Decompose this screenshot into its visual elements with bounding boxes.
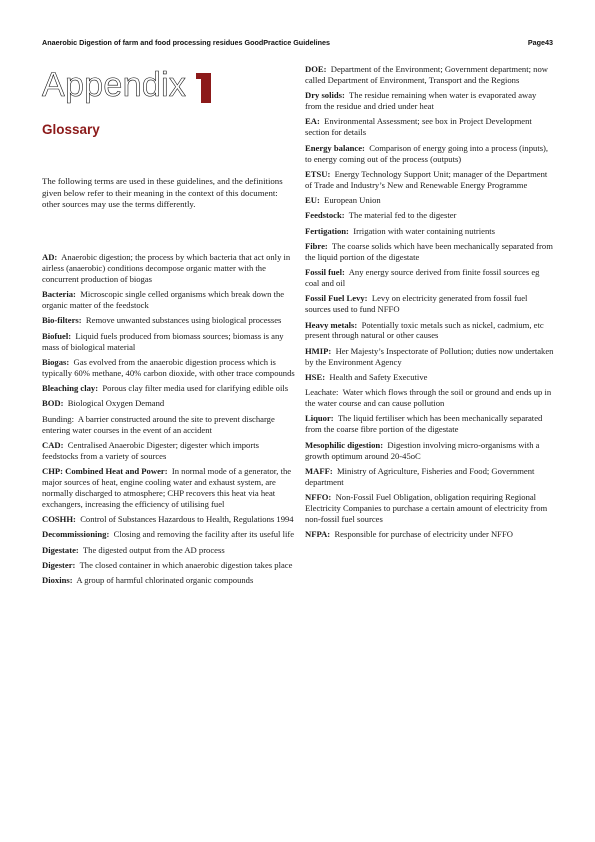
glossary-term: Dry solids:	[305, 90, 345, 101]
glossary-entry	[305, 293, 555, 315]
glossary-definition: Irrigation with water containing nutrients	[353, 225, 495, 236]
glossary-term: Bacteria:	[42, 289, 76, 300]
glossary-term: Decommissioning:	[42, 529, 110, 540]
glossary-entry	[42, 289, 296, 311]
appendix-heading	[42, 66, 292, 110]
glossary-entry	[305, 241, 555, 263]
glossary-definition: Any energy source derived from finite fossil sources eg coal and oil	[305, 267, 540, 289]
glossary-definition: Porous clay filter media used for clarifying edible oils	[102, 383, 289, 394]
glossary-definition: Levy on electricity generated from fossil fuel sources used to fund NFFO	[305, 293, 528, 315]
glossary-term: Fossil Fuel Levy:	[305, 293, 368, 304]
glossary-definition: Closing and removing the facility after its useful life	[113, 529, 295, 540]
glossary-term: Energy balance:	[305, 142, 365, 153]
glossary-entry	[305, 387, 555, 409]
glossary-term: Heavy metals:	[305, 319, 358, 330]
glossary-term: Bio-filters:	[42, 315, 82, 326]
glossary-entry	[42, 529, 296, 540]
glossary-entry	[42, 514, 296, 525]
glossary-entry	[305, 195, 555, 206]
glossary-definition: Ministry of Agriculture, Fisheries and Food; Government department	[305, 465, 535, 487]
glossary-term: Fossil fuel:	[305, 267, 345, 278]
glossary-definition: A group of harmful chlorinated organic compounds	[76, 575, 254, 586]
glossary-definition: Environmental Assessment; see box in Project Development section for details	[305, 116, 532, 138]
glossary-entry	[305, 64, 555, 86]
glossary-entry	[305, 372, 555, 383]
glossary-term: Liquor:	[305, 413, 334, 424]
glossary-entry	[305, 529, 555, 540]
glossary-term: BOD:	[42, 398, 64, 409]
glossary-entry	[42, 331, 296, 353]
glossary-definition: Potentially toxic metals such as nickel, cadmium, etc present through natural or other causes	[305, 319, 544, 341]
glossary-term: NFPA:	[305, 529, 331, 540]
glossary-definition: Comparison of energy going into a process (inputs), to energy coming out of the process (outputs)	[305, 142, 549, 164]
glossary-definition: In normal mode of a generator, the major sources of heat, engine cooling water and exhaust system, are normally discharged to atmosphere; CHP recovers this heat via heat exchangers, increasing the efficiency of utilising fuel	[42, 466, 292, 509]
glossary-term: Biogas:	[42, 356, 70, 367]
glossary-term: AD:	[42, 252, 58, 262]
glossary-definition: European Union	[324, 195, 381, 206]
glossary-entry	[42, 575, 296, 586]
glossary-entry	[42, 357, 296, 379]
glossary-definition: The closed container in which anaerobic digestion takes place	[79, 559, 293, 570]
glossary-term: Bunding:	[42, 413, 74, 424]
glossary-term: DOE:	[305, 64, 327, 74]
glossary-definition: The digested output from the AD process	[82, 544, 225, 555]
glossary-definition: Responsible for purchase of electricity under NFFO	[334, 529, 513, 540]
glossary-entry	[42, 252, 296, 285]
glossary-term: NFFO:	[305, 492, 332, 503]
glossary-definition: Liquid fuels produced from biomass sources; biomass is any mass of biological material	[42, 330, 284, 352]
glossary-entry	[42, 560, 296, 571]
glossary-term: Digester:	[42, 559, 76, 570]
glossary-term: HMIP:	[305, 345, 332, 356]
glossary-term: Biofuel:	[42, 330, 72, 341]
intro-paragraph: The following terms are used in these guidelines, and the definitions given below refer to their meaning in the context of this document: other sources may use the terms differently.	[42, 176, 283, 209]
glossary-term: MAFF:	[305, 465, 333, 476]
glossary-term: Fertigation:	[305, 225, 349, 236]
glossary-entry	[305, 267, 555, 289]
glossary-entry	[42, 398, 296, 409]
glossary-definition: Remove unwanted substances using biological processes	[85, 315, 282, 326]
glossary-term: Digestate:	[42, 544, 79, 555]
page-header	[42, 38, 553, 50]
glossary-entry	[42, 383, 296, 394]
glossary-definition: The residue remaining when water is evaporated away from the residue and dried under heat	[305, 90, 537, 112]
glossary-term: EA:	[305, 116, 320, 127]
glossary-definition: Biological Oxygen Demand	[67, 398, 165, 409]
glossary-definition: Her Majesty’s Inspectorate of Pollution; duties now undertaken by the Environment Agency	[305, 345, 554, 367]
glossary-definition: Microscopic single celled organisms which break down the organic matter of the feedstock	[42, 289, 285, 311]
page-number: Page43	[527, 38, 553, 47]
glossary-entry	[305, 320, 555, 342]
glossary-entry	[305, 413, 555, 435]
glossary-entry	[305, 90, 555, 112]
glossary-term: COSHH:	[42, 514, 76, 525]
glossary-definition: Non-Fossil Fuel Obligation, obligation requiring Regional Electricity Companies to purchase a certain amount of electricity from non-fossil fuel sources	[305, 492, 548, 524]
glossary-term: Dioxins:	[42, 575, 73, 586]
glossary-entry	[305, 346, 555, 368]
glossary-definition: Department of the Environment; Government department; now called Department of Environment, Transport and the Regions	[305, 64, 548, 85]
glossary-term: HSE:	[305, 371, 326, 382]
glossary-term: Bleaching clay:	[42, 383, 99, 394]
glossary-definition: The liquid fertiliser which has been mechanically separated from the coarse fibre portion of the digestate	[305, 413, 543, 435]
glossary-definition: Anaerobic digestion; the process by which bacteria that act only in airless (anaerobic) conditions decompose organic matter with the concurrent production of biogas	[42, 252, 291, 284]
glossary-term: CAD:	[42, 439, 64, 450]
glossary-entry	[305, 466, 555, 488]
glossary-definition: Gas evolved from the anaerobic digestion process which is typically 60% methane, 40% carbon dioxide, with other trace compounds	[42, 356, 295, 378]
glossary-term: Fibre:	[305, 240, 328, 251]
glossary-definition: Health and Safety Executive	[329, 371, 428, 382]
glossary-entry	[42, 414, 296, 436]
glossary-definition: Digestion involving micro-organisms with a growth optimum around 20-45oC	[305, 439, 540, 461]
glossary-column-right	[305, 64, 555, 544]
glossary-definition: Control of Substances Hazardous to Health, Regulations 1994	[80, 514, 294, 525]
glossary-definition: The material fed to the digester	[348, 210, 457, 221]
glossary-entry	[42, 440, 296, 462]
glossary-entry	[42, 545, 296, 556]
glossary-definition: Water which flows through the soil or ground and ends up in the water course and can cause pollution	[305, 387, 552, 409]
glossary-definition: A barrier constructed around the site to prevent discharge entering water courses in the event of an accident	[42, 413, 275, 435]
glossary-entry	[305, 210, 555, 221]
document-title: Anaerobic Digestion of farm and food processing residues GoodPractice Guidelines	[42, 38, 330, 47]
glossary-entry	[305, 226, 555, 237]
glossary-entry	[305, 492, 555, 525]
appendix-number-mark	[201, 73, 211, 103]
glossary-term: ETSU:	[305, 168, 331, 179]
glossary-entry	[305, 143, 555, 165]
glossary-title: Glossary	[42, 122, 100, 137]
glossary-entry	[42, 315, 296, 326]
glossary-term: Feedstock:	[305, 210, 345, 221]
glossary-term: Leachate:	[305, 387, 339, 398]
glossary-term: Mesophilic digestion:	[305, 439, 384, 450]
glossary-entry	[305, 169, 555, 191]
glossary-definition: Centralised Anaerobic Digester; digester which imports feedstocks from a variety of sources	[42, 439, 259, 461]
glossary-definition: The coarse solids which have been mechanically separated from the liquid portion of the digestate	[305, 240, 553, 262]
glossary-column-left	[42, 252, 296, 591]
glossary-definition: Energy Technology Support Unit; manager of the Department of Trade and Industry’s New and Renewable Energy Programme	[305, 168, 548, 190]
glossary-term: EU:	[305, 195, 320, 206]
appendix-word: Appendix	[42, 66, 187, 104]
glossary-term: CHP: Combined Heat and Power:	[42, 466, 168, 477]
glossary-entry	[305, 440, 555, 462]
glossary-entry	[42, 466, 296, 510]
glossary-entry	[305, 116, 555, 138]
